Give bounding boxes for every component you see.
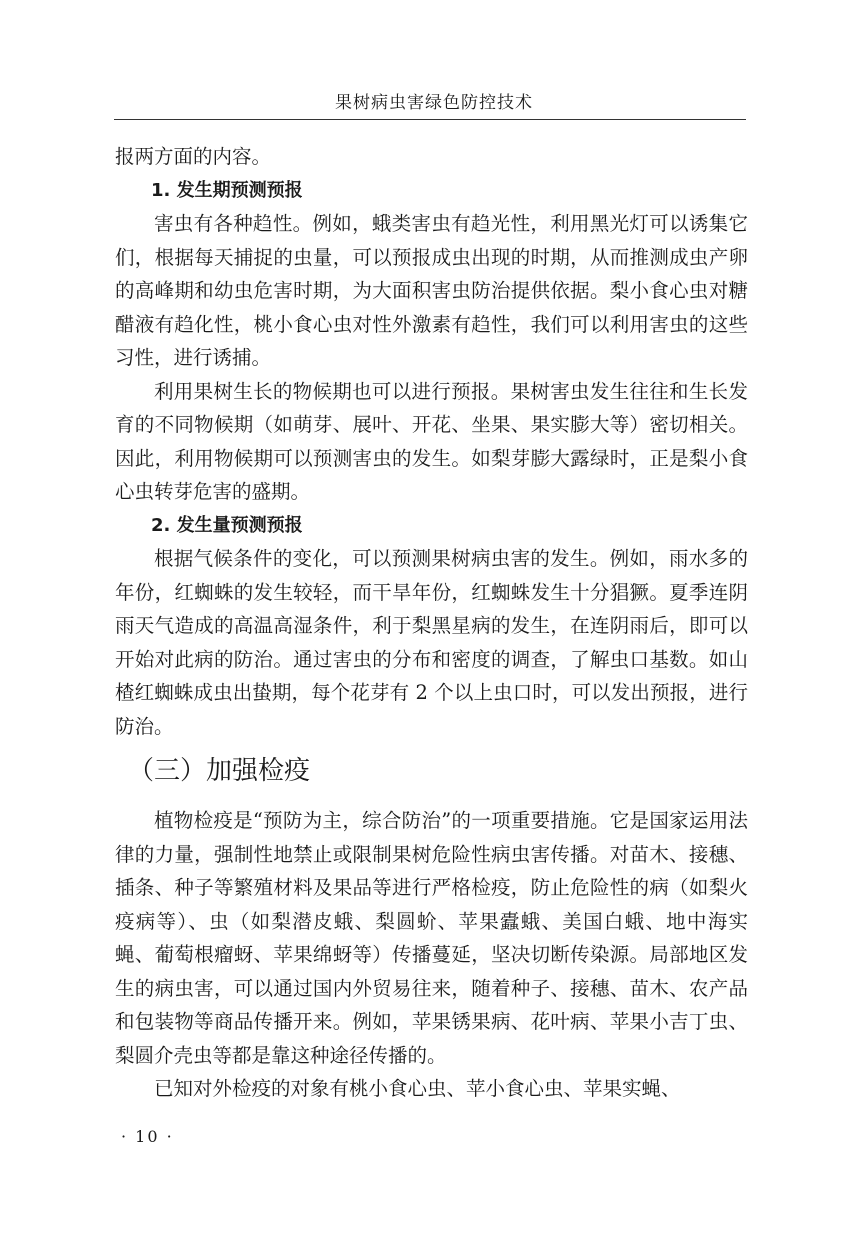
paragraph: 已知对外检疫的对象有桃小食心虫、苹小食心虫、苹果实蝇、 <box>154 1077 681 1100</box>
paragraph: 害虫有各种趋性。例如，蛾类害虫有趋光性，利用黑光灯可以诱集它们，根据每天捕捉的虫量，可以预报成虫出现的时期，从而推测成虫产卵的高峰期和幼虫危害时期，为大面积害虫防治提供依据。梨小食心虫对糖醋液有趋化性，桃小食心虫对性外激素有趋性，我们可以利用害虫的这些习性，进行诱捕。 <box>115 212 748 369</box>
running-header: 果树病虫害绿色防控技术 <box>335 93 533 113</box>
paragraph: 利用果树生长的物候期也可以进行预报。果树害虫发生往往和生长发育的不同物候期（如萌芽、展叶、开花、坐果、果实膨大等）密切相关。因此，利用物候期可以预测害虫的发生。如梨芽膨大露绿时，正是梨小食心虫转芽危害的盛期。 <box>115 379 748 503</box>
page-number: · 10 · <box>121 1127 174 1146</box>
section-heading-quarantine: （三）加强检疫 <box>128 756 311 786</box>
body-text <box>115 140 748 1106</box>
paragraph: 植物检疫是“预防为主，综合防治”的一项重要措施。它是国家运用法律的力量，强制性地禁止或限制果树危险性病虫害传播。对苗木、接穗、插条、种子等繁殖材料及果品等进行严格检疫，防止危险性的病（如梨火疫病等）、虫（如梨潜皮蛾、梨圆蚧、苹果蠹蛾、美国白蛾、地中海实蝇、葡萄根瘤蚜、苹果绵蚜等）传播蔓延，坚决切断传染源。局部地区发生的病虫害，可以通过国内外贸易往来，随着种子、接穗、苗木、农产品和包装物等商品传播开来。例如，苹果锈果病、花叶病、苹果小吉丁虫、梨圆介壳虫等都是靠这种途径传播的。 <box>115 809 748 1067</box>
paragraph: 根据气候条件的变化，可以预测果树病虫害的发生。例如，雨水多的年份，红蜘蛛的发生较轻，而干旱年份，红蜘蛛发生十分猖獗。夏季连阴雨天气造成的高温高湿条件，利于梨黑星病的发生，在连阴雨后，即可以开始对此病的防治。通过害虫的分布和密度的调查，了解虫口基数。如山楂红蜘蛛成虫出蛰期，每个花芽有 2 个以上虫口时，可以发出预报，进行防治。 <box>115 547 748 738</box>
subheading-occurrence-period-forecast: 1. 发生期预测预报 <box>151 179 303 201</box>
paragraph-continuation: 报两方面的内容。 <box>115 145 272 168</box>
header-rule <box>114 119 746 120</box>
subheading-occurrence-amount-forecast: 2. 发生量预测预报 <box>151 514 303 536</box>
